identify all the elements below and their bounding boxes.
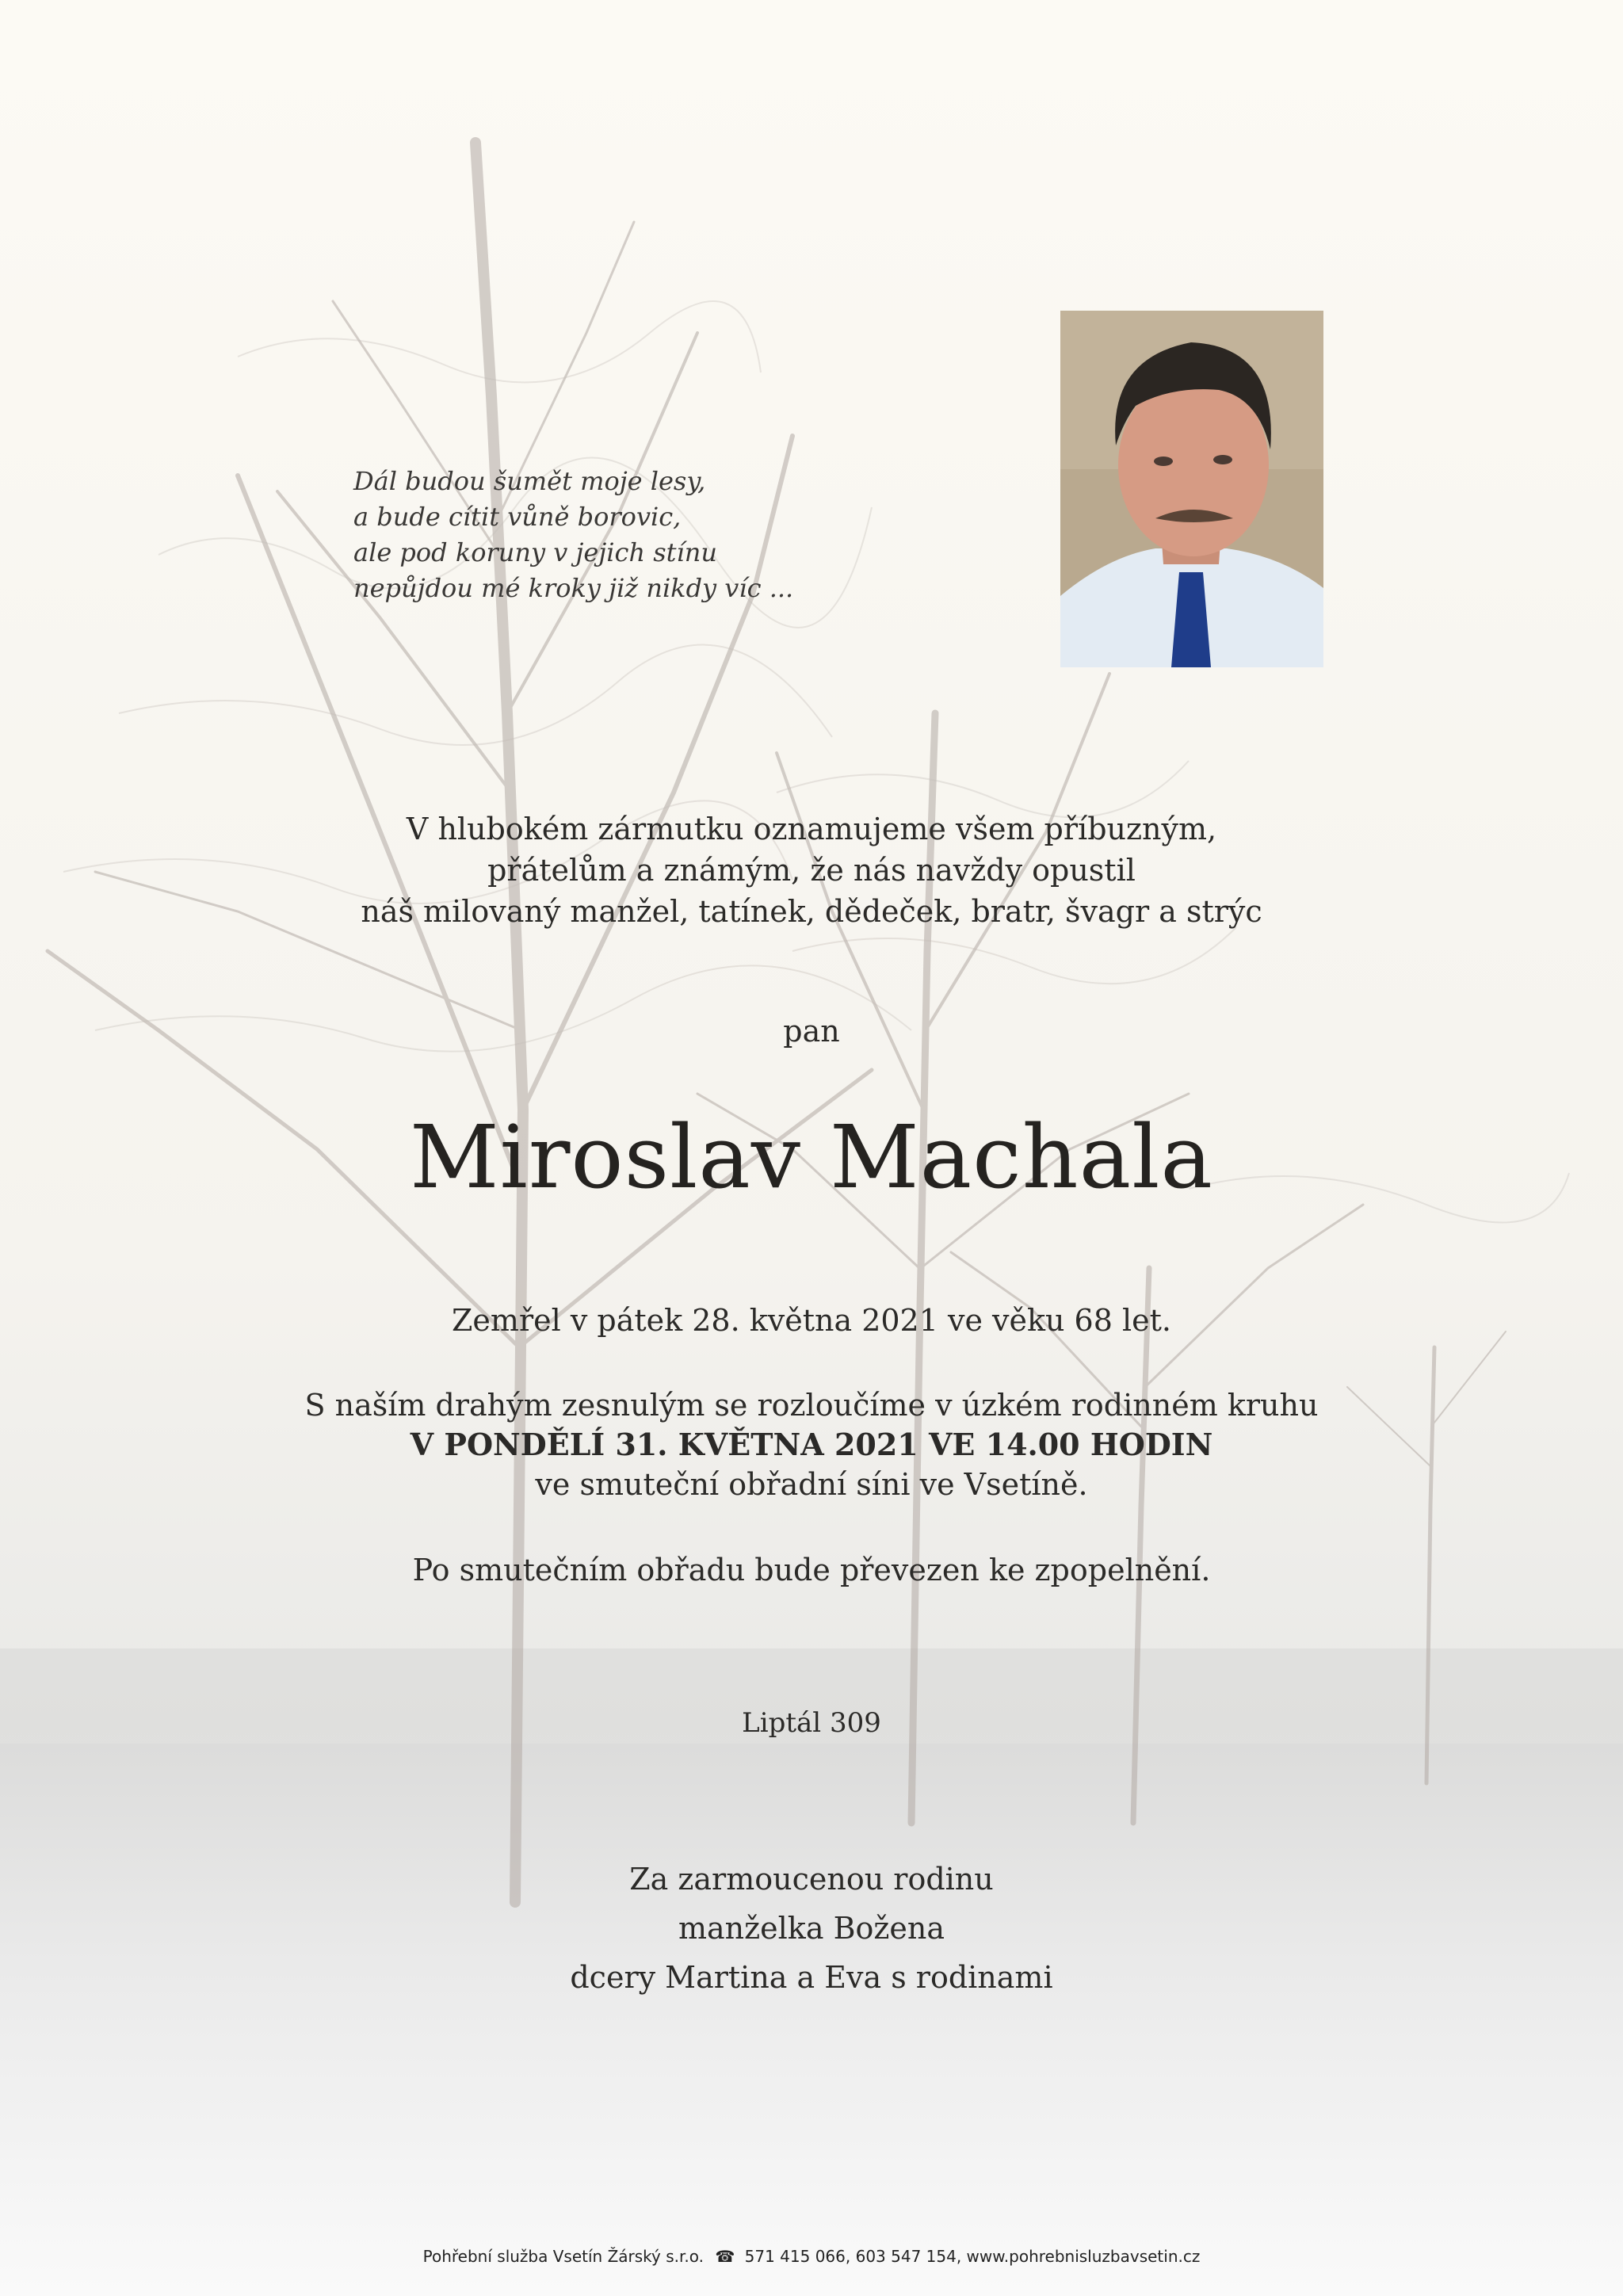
deceased-name: Miroslav Machala [410, 1106, 1213, 1208]
ceremony-place: ve smuteční obřadní síni ve Vsetíně. [535, 1467, 1088, 1502]
cremation-note: Po smutečním obřadu bude převezen ke zpopelnění. [412, 1553, 1211, 1587]
footer-company: Pohřební služba Vsetín Žárský s.r.o. [422, 2247, 704, 2266]
ceremony-details [0, 1385, 1623, 1504]
ceremony-date-time: V PONDĚLÍ 31. KVĚTNA 2021 VE 14.00 HODIN [410, 1427, 1213, 1462]
portrait-image [1060, 311, 1323, 667]
announcement-line: přátelům a známým, že nás navždy opustil [487, 853, 1136, 888]
poem [353, 464, 797, 606]
poem-line: a bude cítit vůně borovic, [353, 502, 682, 532]
family-line: manželka Božena [678, 1911, 945, 1946]
family-line: Za zarmoucenou rodinu [629, 1862, 994, 1897]
address: Liptál 309 [742, 1707, 881, 1739]
footer-contact: 571 415 066, 603 547 154, www.pohrebnisluzbavsetin.cz [744, 2247, 1201, 2266]
death-notice: Zemřel v pátek 28. května 2021 ve věku 68 let. [452, 1303, 1171, 1338]
title-prefix: pan [783, 1014, 840, 1049]
poem-line: ale pod koruny v jejich stínu [353, 537, 717, 567]
family-line: dcery Martina a Eva s rodinami [570, 1960, 1053, 1995]
announcement-text [0, 808, 1623, 932]
poem-line: nepůjdou mé kroky již nikdy víc ... [353, 573, 794, 603]
ceremony-line: S naším drahým zesnulým se rozloučíme v úzkém rodinném kruhu [304, 1388, 1319, 1423]
announcement-line: V hlubokém zármutku oznamujeme všem příbuzným, [406, 812, 1217, 846]
portrait-photo [1060, 311, 1323, 667]
poem-line: Dál budou šumět moje lesy, [353, 466, 706, 496]
announcement-line: náš milovaný manžel, tatínek, dědeček, bratr, švagr a strýc [361, 894, 1262, 929]
phone-icon: ☎ [715, 2247, 735, 2266]
footer [0, 2247, 1623, 2266]
family-signature [0, 1855, 1623, 2002]
